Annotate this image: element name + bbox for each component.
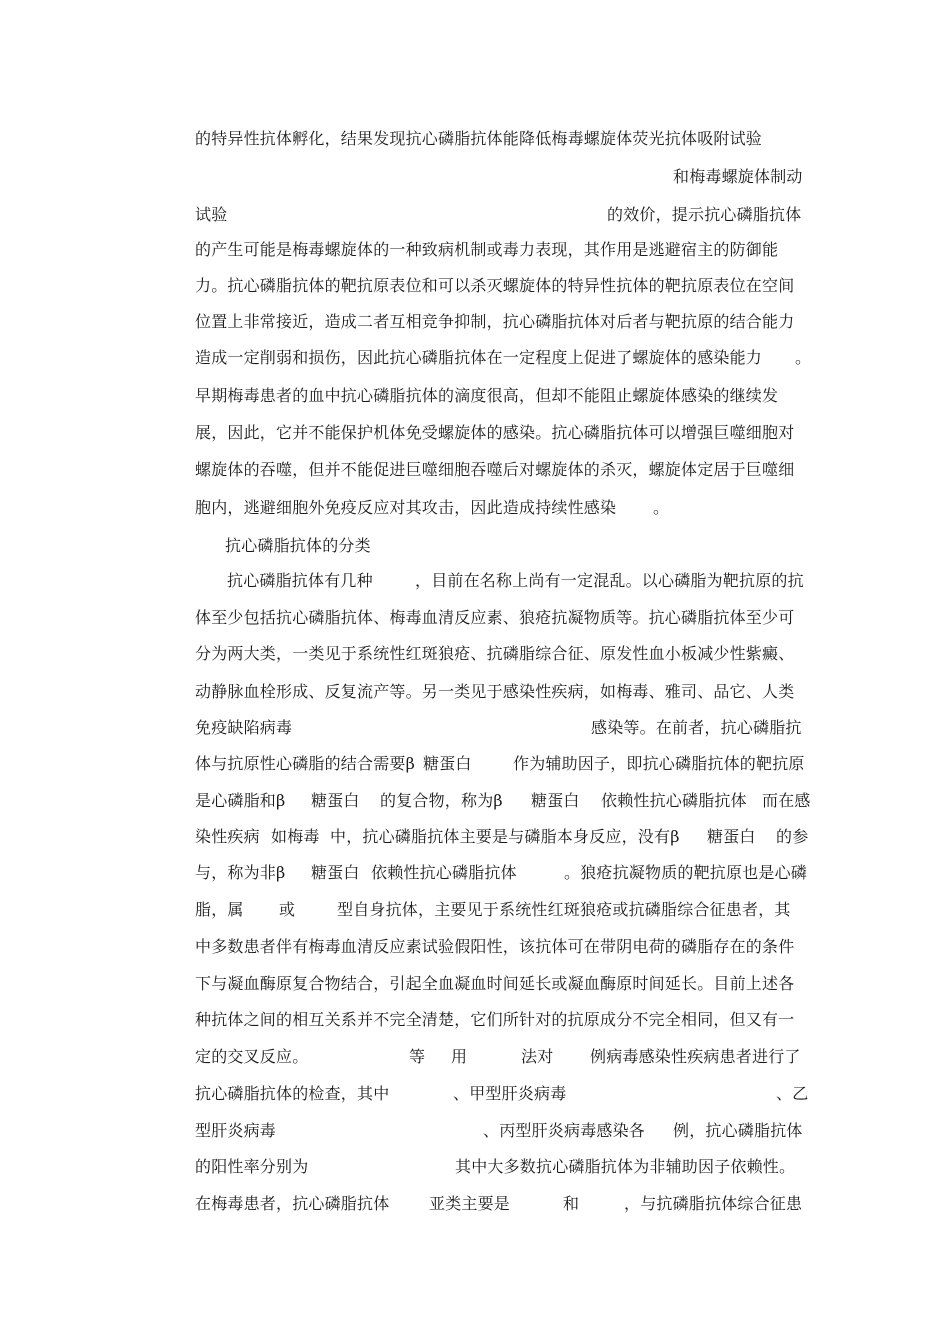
text-run: 的特异性抗体孵化，结果发现抗心磷脂抗体能降低梅毒螺旋体荧光抗体吸附试验 <box>195 129 763 148</box>
text-run: 种抗体之间的相互关系并不完全清楚，它们所针对的抗原成分不完全相同，但又有一 <box>195 1010 795 1029</box>
text-run: 作为辅助因子，即抗心磷脂抗体的靶抗原 <box>513 754 805 773</box>
text-run: 中多数患者伴有梅毒血清反应素试验假阳性，该抗体可在带阴电荷的磷脂存在的条件 <box>195 937 795 956</box>
text-run: 、丙型肝炎病毒感染各 <box>483 1121 646 1140</box>
text-run: 中，抗心磷脂抗体主要是与磷脂本身反应，没有β <box>330 827 680 846</box>
text-line <box>195 386 810 406</box>
heading-text: 抗心磷脂抗体的分类 <box>225 536 371 555</box>
text-line <box>195 312 810 332</box>
text-run: 型自身抗体，主要见于系统性红斑狼疮或抗磷脂综合征患者，其 <box>337 900 791 919</box>
text-run: 螺旋体的吞噬，但并不能促进巨噬细胞吞噬后对螺旋体的杀灭，螺旋体定居于巨噬细 <box>195 460 795 479</box>
text-run: ，目前在名称上尚有一定混乱。以心磷脂为靶抗原的抗 <box>415 571 804 590</box>
text-run: 、乙 <box>776 1084 809 1103</box>
text-run: 等 <box>409 1047 426 1066</box>
text-run: 或 <box>279 900 296 919</box>
text-run: 亚类主要是 <box>429 1194 511 1213</box>
text-run: 、甲型肝炎病毒 <box>453 1084 567 1103</box>
text-run: 抗心磷脂抗体的检查，其中 <box>195 1084 390 1103</box>
text-run: 下与凝血酶原复合物结合，引起全血凝血时间延长或凝血酶原时间延长。目前上述各 <box>195 974 795 993</box>
text-run: 是心磷脂和β <box>195 791 286 810</box>
text-run: 体与抗原性心磷脂的结合需要β <box>195 754 416 773</box>
text-line <box>195 240 810 260</box>
text-run: 糖蛋白 <box>311 791 360 810</box>
text-run: 用 <box>451 1047 468 1066</box>
text-run: 。 <box>795 348 812 367</box>
text-run: 试验 <box>195 205 228 224</box>
text-run: 造成一定削弱和损伤，因此抗心磷脂抗体在一定程度上促进了螺旋体的感染能力 <box>195 348 763 367</box>
text-run: 依赖性抗心磷脂抗体 <box>371 863 517 882</box>
text-run: 与，称为非β <box>195 863 286 882</box>
text-run: 胞内，逃避细胞外免疫反应对其攻击，因此造成持续性感染 <box>195 498 617 517</box>
text-run: ，与抗磷脂抗体综合征患 <box>624 1194 803 1213</box>
text-run: 依赖性抗心磷脂抗体 <box>601 791 747 810</box>
text-run: 在梅毒患者，抗心磷脂抗体 <box>195 1194 390 1213</box>
text-run: 。狼疮抗凝物质的靶抗原也是心磷 <box>564 863 808 882</box>
text-run: 动静脉血栓形成、反复流产等。另一类见于感染性疾病，如梅毒、雅司、品它、人类 <box>195 682 795 701</box>
text-run: 染性疾病 <box>195 827 260 846</box>
text-run: 感染等。在前者，抗心磷脂抗 <box>591 718 802 737</box>
text-run: 位置上非常接近，造成二者互相竞争抑制，抗心磷脂抗体对后者与靶抗原的结合能力 <box>195 312 795 331</box>
text-line <box>195 682 810 702</box>
text-line <box>195 129 810 149</box>
text-run: 的参 <box>776 827 809 846</box>
text-line <box>195 1010 810 1030</box>
text-run: 糖蛋白 <box>423 754 472 773</box>
text-run: 的阳性率分别为 <box>195 1157 309 1176</box>
text-line <box>195 423 810 443</box>
text-run: 脂，属 <box>195 900 244 919</box>
text-run: 如梅毒 <box>271 827 320 846</box>
text-line <box>195 608 810 628</box>
text-run: 的复合物，称为β <box>380 791 503 810</box>
text-line <box>195 644 810 664</box>
text-run: 展，因此，它并不能保护机体免受螺旋体的感染。抗心磷脂抗体可以增强巨噬细胞对 <box>195 423 795 442</box>
text-run: 糖蛋白 <box>531 791 580 810</box>
text-run: 例病毒感染性疾病患者进行了 <box>590 1047 801 1066</box>
text-run: 的效价，提示抗心磷脂抗体 <box>607 205 802 224</box>
text-line <box>195 937 810 957</box>
text-line <box>195 276 810 296</box>
text-run: 抗心磷脂抗体有几种 <box>227 571 373 590</box>
text-line <box>195 460 810 480</box>
text-run: 体至少包括抗心磷脂抗体、梅毒血清反应素、狼疮抗凝物质等。抗心磷脂抗体至少可 <box>195 608 795 627</box>
text-run: 法对 <box>521 1047 554 1066</box>
text-run: 早期梅毒患者的血中抗心磷脂抗体的滴度很高，但却不能阻止螺旋体感染的继续发 <box>195 386 779 405</box>
text-run: 和梅毒螺旋体制动 <box>673 167 803 186</box>
text-run: 糖蛋白 <box>707 827 756 846</box>
text-run: 。 <box>653 498 670 517</box>
text-run: 糖蛋白 <box>311 863 360 882</box>
text-run: 定的交叉反应。 <box>195 1047 309 1066</box>
text-run: 的产生可能是梅毒螺旋体的一种致病机制或毒力表现，其作用是逃避宿主的防御能 <box>195 240 779 259</box>
text-run: 力。抗心磷脂抗体的靶抗原表位和可以杀灭螺旋体的特异性抗体的靶抗原表位在空间 <box>195 276 795 295</box>
text-run: 例，抗心磷脂抗体 <box>673 1121 803 1140</box>
text-run: 分为两大类，一类见于系统性红斑狼疮、抗磷脂综合征、原发性血小板减少性紫癜、 <box>195 644 795 663</box>
text-run: 免疫缺陷病毒 <box>195 718 293 737</box>
text-run: 其中大多数抗心磷脂抗体为非辅助因子依赖性。 <box>455 1157 796 1176</box>
text-line <box>195 974 810 994</box>
text-run: 型肝炎病毒 <box>195 1121 277 1140</box>
text-run: 而在感 <box>762 791 811 810</box>
text-run: 和 <box>563 1194 580 1213</box>
